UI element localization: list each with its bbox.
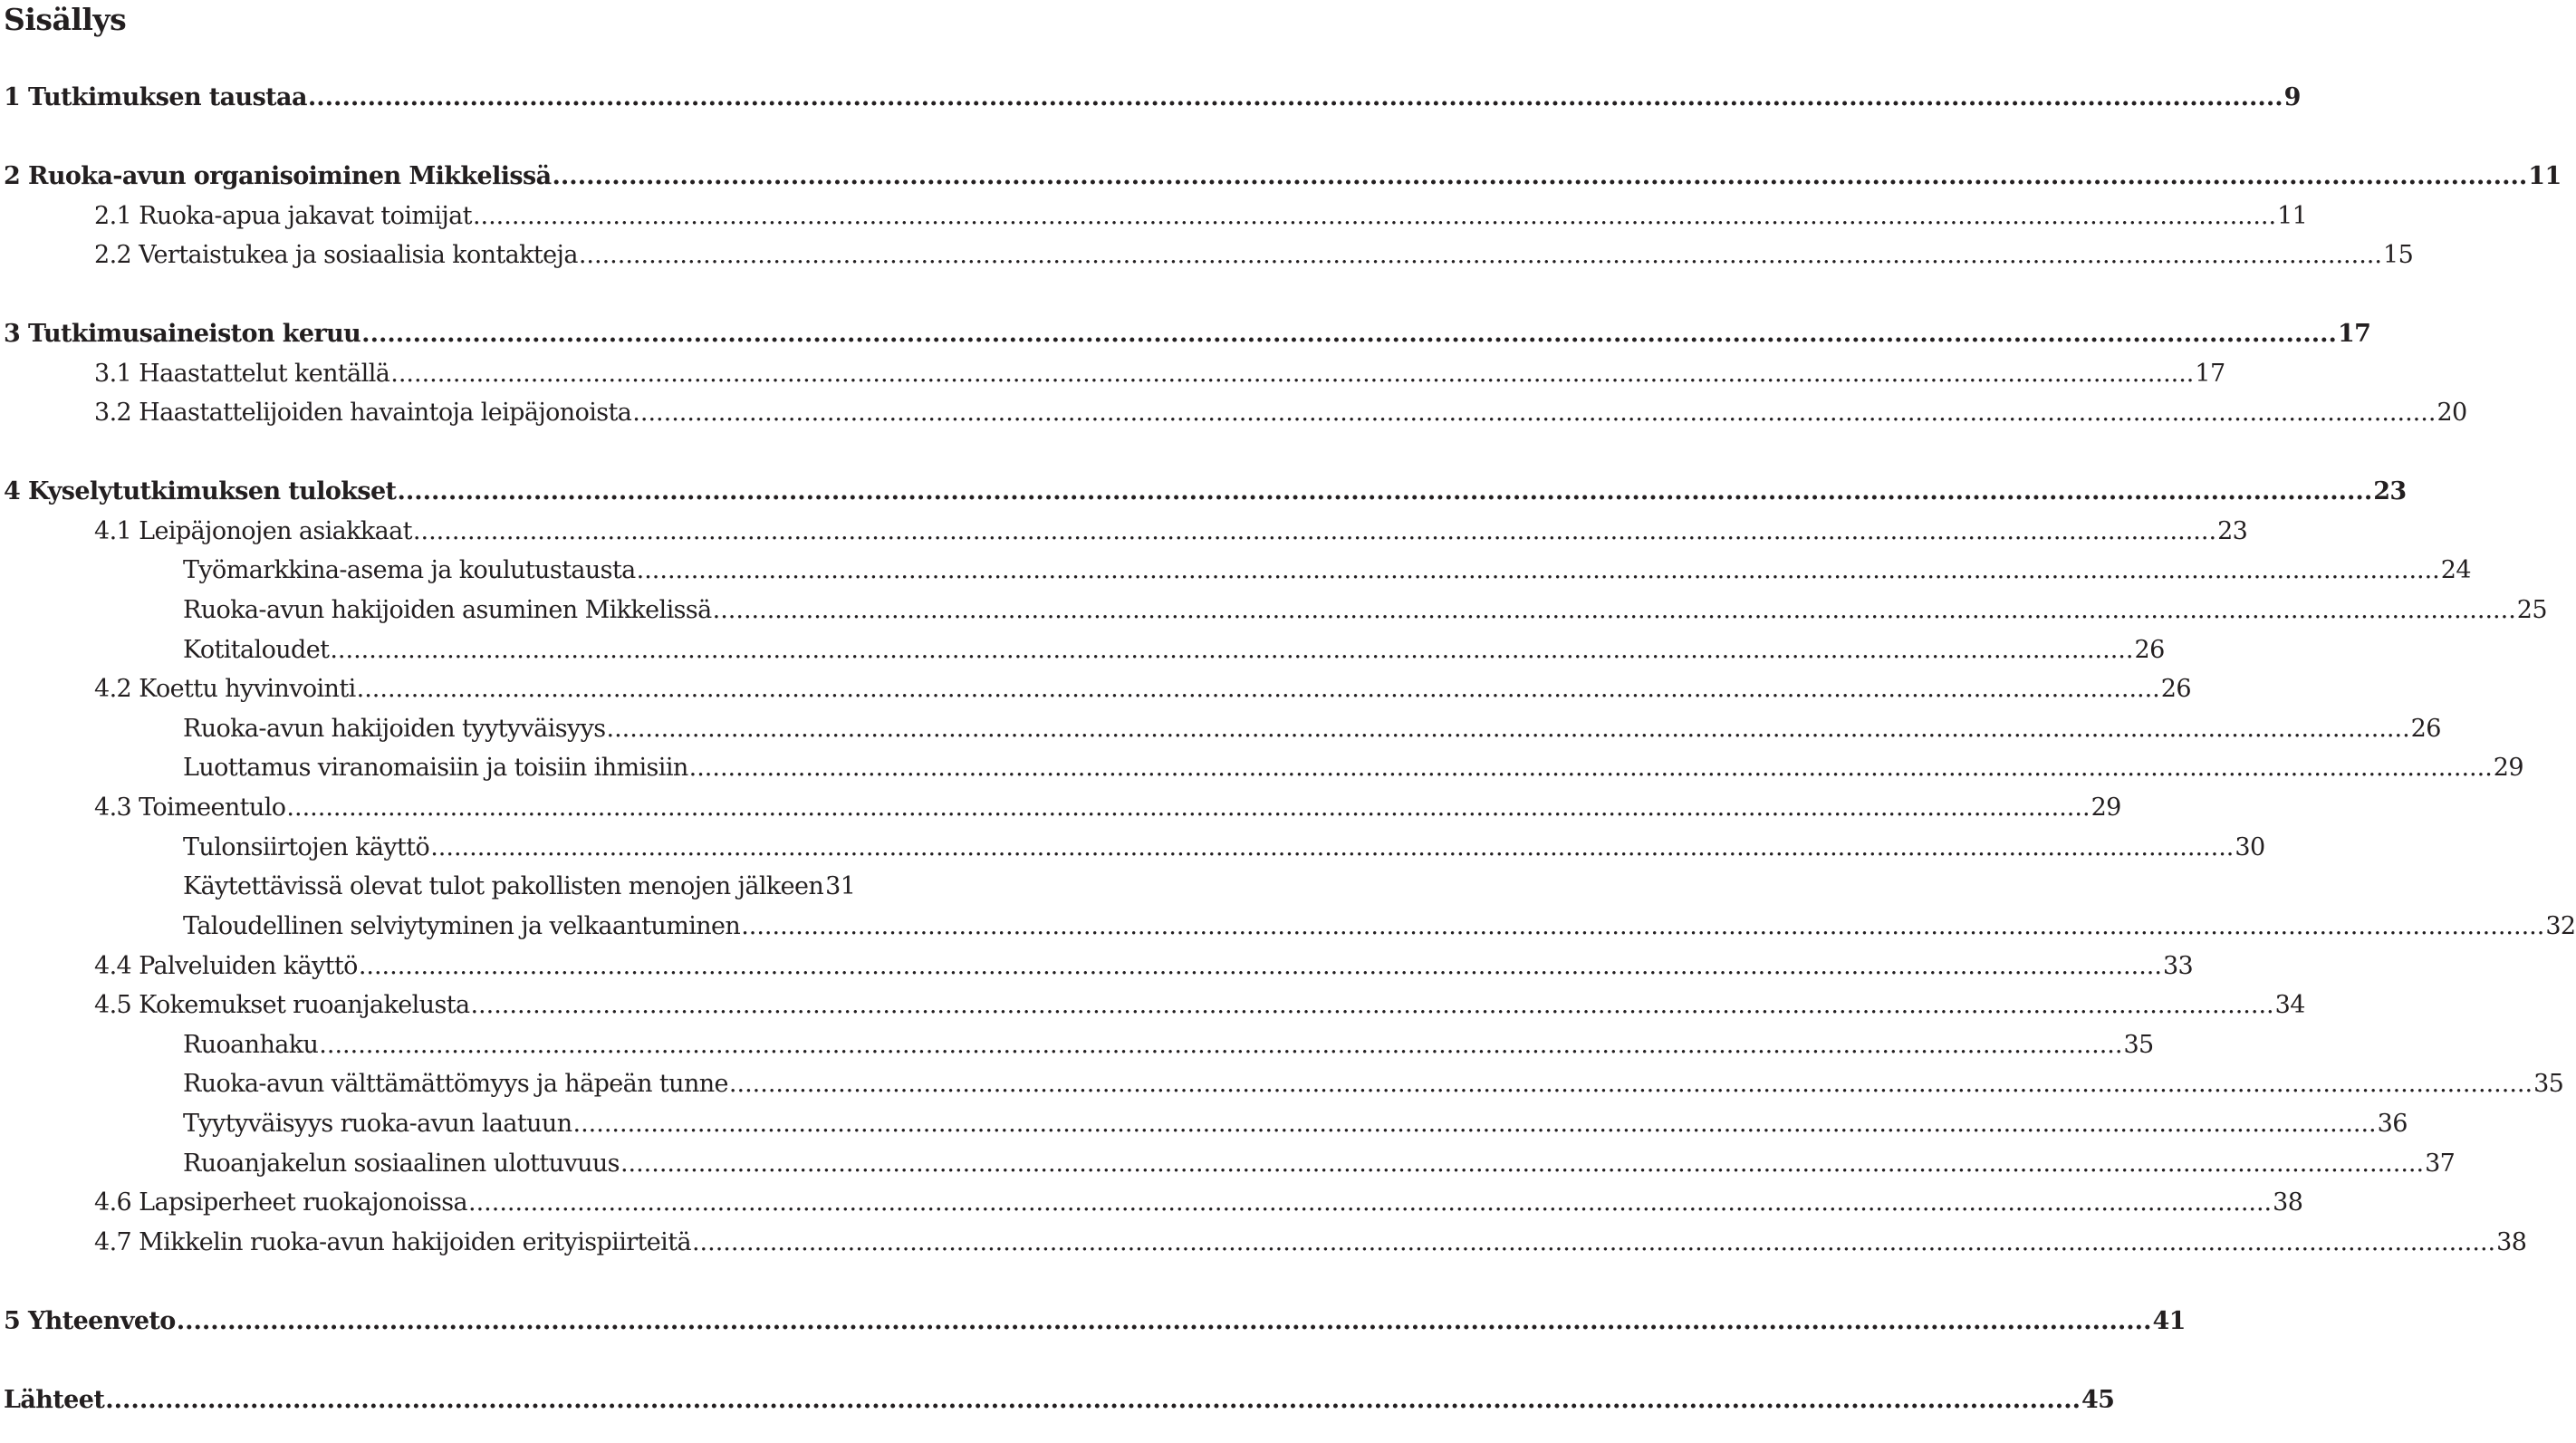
dot-leader (713, 592, 2516, 629)
toc-entry-4-3-c[interactable] (183, 909, 2576, 945)
toc-entry-page: 26 (2160, 675, 2191, 703)
toc-entry-label: 4.1 Leipäjonojen asiakkaat (94, 517, 412, 545)
toc-entry-page: 37 (2425, 1150, 2456, 1178)
toc-entry-page: 36 (2377, 1110, 2408, 1138)
toc-entry-page: 38 (2273, 1188, 2303, 1217)
dot-leader (177, 1304, 2152, 1340)
dot-leader (390, 356, 2194, 392)
toc-entry-3[interactable] (4, 316, 2371, 352)
toc-entry-4-5[interactable] (94, 987, 2305, 1024)
toc-entry-page: 17 (2195, 360, 2225, 388)
dot-leader (573, 1106, 2377, 1142)
toc-entry-page: 9 (2283, 83, 2301, 111)
toc-entry-label: 4.7 Mikkelin ruoka-avun hakijoiden erityispiirteitä (94, 1228, 691, 1256)
toc-entry-4-1[interactable] (94, 514, 2248, 550)
toc-entry-4[interactable] (4, 474, 2407, 510)
toc-entry-2-2[interactable] (94, 237, 2414, 274)
toc-entry-label: Lähteet (4, 1386, 105, 1414)
toc-entry-4-7[interactable] (94, 1225, 2527, 1261)
toc-entry-label: 4.2 Koettu hyvinvointi (94, 675, 356, 703)
toc-entry-4-5-a[interactable] (183, 1027, 2154, 1063)
toc-entry-label: Kotitaloudet (183, 636, 330, 664)
page-title: Sisällys (4, 2, 127, 37)
toc-entry-label: 4.4 Palveluiden käyttö (94, 952, 358, 980)
toc-entry-page: 24 (2440, 556, 2471, 584)
toc-entry-page: 26 (2410, 715, 2441, 743)
toc-entry-4-6[interactable] (94, 1185, 2303, 1221)
toc-entry-label: 4.5 Kokemukset ruoanjakelusta (94, 991, 470, 1019)
toc-entry-3-2[interactable] (94, 395, 2467, 431)
toc-entry-page: 17 (2337, 320, 2371, 348)
dot-leader (330, 632, 2133, 669)
toc-entry-label: 4.6 Lapsiperheet ruokajonoissa (94, 1188, 467, 1217)
toc-entry-page: 23 (2217, 517, 2248, 545)
toc-entry-page: 30 (2235, 833, 2265, 861)
dot-leader (470, 987, 2273, 1024)
toc-entry-page: 26 (2134, 636, 2165, 664)
dot-leader (361, 316, 2337, 352)
toc-entry-label: Ruoka-avun hakijoiden asuminen Mikkelissä (183, 596, 712, 624)
toc-entry-label: Työmarkkina-asema ja koulutustausta (183, 556, 636, 584)
dot-leader (689, 750, 2493, 786)
toc-entry-label: Luottamus viranomaisiin ja toisiin ihmisiin (183, 754, 688, 782)
toc-entry-1[interactable] (4, 80, 2301, 116)
toc-entry-label: 5 Yhteenveto (4, 1307, 176, 1335)
dot-leader (729, 1066, 2533, 1102)
dot-leader (607, 711, 2410, 747)
toc-entry-page: 11 (2277, 202, 2308, 230)
toc-entry-page: 11 (2528, 162, 2562, 190)
toc-entry-4-3[interactable] (94, 790, 2121, 826)
toc-entry-label: Tulonsiirtojen käyttö (183, 833, 430, 861)
dot-leader (692, 1225, 2495, 1261)
toc-entry-page: 38 (2496, 1228, 2527, 1256)
toc-entry-4-1-c[interactable] (183, 632, 2165, 669)
toc-entry-page: 15 (2382, 241, 2414, 269)
toc-entry-4-3-b[interactable] (183, 869, 856, 905)
toc-entry-label: 3.1 Haastattelut kentällä (94, 360, 390, 388)
toc-entry-2-1[interactable] (94, 198, 2308, 235)
dot-leader (319, 1027, 2122, 1063)
toc-entry-5[interactable] (4, 1304, 2186, 1340)
toc-entry-2[interactable] (4, 159, 2562, 195)
toc-entry-label: Tyytyväisyys ruoka-avun laatuun (183, 1110, 572, 1138)
toc-entry-page: 33 (2162, 952, 2194, 980)
toc-entry-4-2[interactable] (94, 671, 2191, 707)
dot-leader (430, 830, 2234, 866)
dot-leader (741, 909, 2544, 945)
dot-leader (357, 671, 2160, 707)
toc-entry-page: 23 (2373, 477, 2407, 505)
dot-leader (553, 159, 2528, 195)
toc-entry-lahteet[interactable] (4, 1382, 2115, 1419)
toc-entry-page: 20 (2437, 399, 2467, 427)
toc-entry-label: 2.1 Ruoka-apua jakavat toimijat (94, 202, 472, 230)
toc-entry-page: 34 (2274, 991, 2305, 1019)
toc-entry-4-5-c[interactable] (183, 1106, 2408, 1142)
toc-entry-label: 2.2 Vertaistukea ja sosiaalisia kontakteja (94, 241, 578, 269)
toc-entry-label: Käytettävissä olevat tulot pakollisten menojen jälkeen (183, 872, 824, 900)
toc-entry-page: 35 (2123, 1031, 2154, 1059)
toc-entry-4-4[interactable] (94, 948, 2194, 985)
dot-leader (620, 1146, 2424, 1182)
toc-entry-4-2-a[interactable] (183, 711, 2441, 747)
toc-entry-label: 4 Kyselytutkimuksen tulokset (4, 477, 397, 505)
toc-entry-label: 3.2 Haastattelijoiden havaintoja leipäjonoista (94, 399, 632, 427)
toc-entry-3-1[interactable] (94, 356, 2225, 392)
dot-leader (632, 395, 2436, 431)
toc-entry-page: 45 (2081, 1386, 2115, 1414)
dot-leader (413, 514, 2216, 550)
toc-entry-label: Ruoka-avun välttämättömyys ja häpeän tunne (183, 1070, 728, 1098)
dot-leader (468, 1185, 2272, 1221)
toc-entry-page: 41 (2152, 1307, 2186, 1335)
toc-entry-page: 32 (2545, 912, 2576, 940)
toc-entry-page: 35 (2533, 1070, 2564, 1098)
dot-leader (397, 474, 2372, 510)
dot-leader (359, 948, 2162, 985)
toc-entry-label: 4.3 Toimeentulo (94, 794, 286, 822)
toc-entry-label: Taloudellinen selviytyminen ja velkaantuminen (183, 912, 741, 940)
toc-entry-4-1-a[interactable] (183, 553, 2471, 589)
dot-leader (308, 80, 2283, 116)
dot-leader (637, 553, 2440, 589)
toc-entry-page: 25 (2516, 596, 2547, 624)
toc-entry-label: Ruoka-avun hakijoiden tyytyväisyys (183, 715, 606, 743)
dot-leader (579, 237, 2382, 274)
toc-entry-label: 3 Tutkimusaineiston keruu (4, 320, 361, 348)
toc-entry-page: 29 (2493, 754, 2523, 782)
toc-entry-label: 2 Ruoka-avun organisoiminen Mikkelissä (4, 162, 552, 190)
dot-leader (105, 1382, 2081, 1419)
toc-entry-label: Ruoanhaku (183, 1031, 319, 1059)
toc-entry-label: Ruoanjakelun sosiaalinen ulottuvuus (183, 1150, 620, 1178)
toc-entry-4-5-d[interactable] (183, 1146, 2456, 1182)
dot-leader (473, 198, 2276, 235)
toc-entry-label: 1 Tutkimuksen taustaa (4, 83, 307, 111)
toc-entry-page: 29 (2091, 794, 2121, 822)
toc-entry-4-5-b[interactable] (183, 1066, 2564, 1102)
toc-entry-4-2-b[interactable] (183, 750, 2523, 786)
toc-entry-4-1-b[interactable] (183, 592, 2547, 629)
toc-entry-page: 31 (825, 872, 856, 900)
dot-leader (286, 790, 2090, 826)
toc-entry-4-3-a[interactable] (183, 830, 2265, 866)
